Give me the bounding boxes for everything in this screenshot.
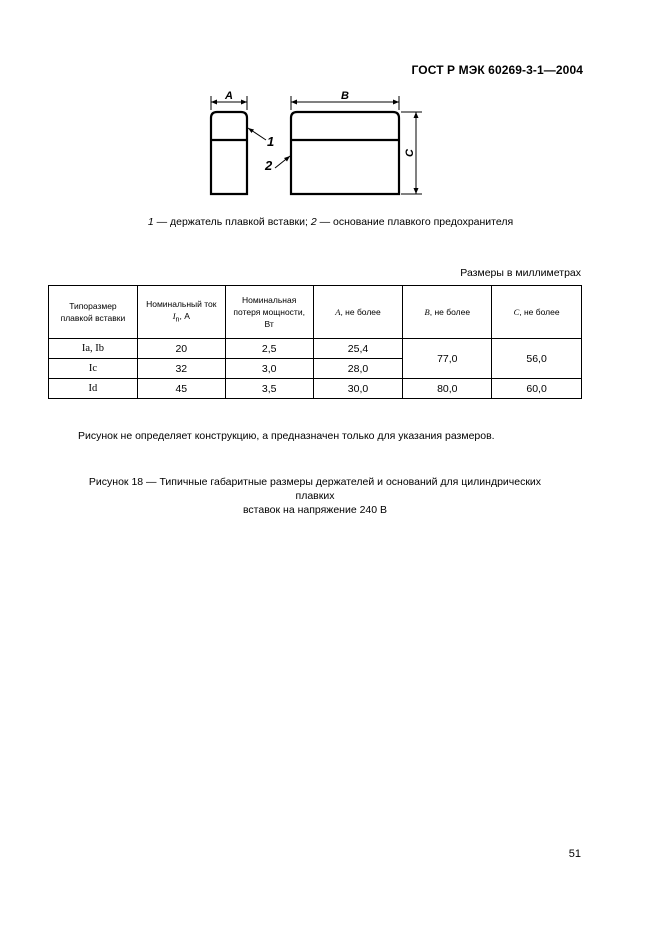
header-b: B, не более <box>403 286 492 339</box>
figure-legend <box>0 216 661 228</box>
legend-number-1: 1 <box>147 216 154 228</box>
header-a: A, не более <box>313 286 403 339</box>
cell-loss: 2,5 <box>225 339 313 359</box>
caption-line-1: Рисунок 18 — Типичные габаритные размеры держателей и оснований для цилиндрических плавких <box>88 476 542 502</box>
table-row <box>49 379 582 399</box>
cell-a: 30,0 <box>313 379 403 399</box>
dimension-a-label: A <box>225 90 233 102</box>
dimension-c-label: C <box>404 149 416 157</box>
cell-b: 77,0 <box>403 339 492 379</box>
figure-caption <box>70 475 560 517</box>
header-rated-current: Номинальный ток $I_n$, А <box>137 286 225 339</box>
table-row <box>49 339 582 359</box>
legend-text-1: — держатель плавкой вставки; <box>153 216 311 228</box>
cell-size: Ia, Ib <box>49 339 138 359</box>
dimension-drawing <box>200 88 430 200</box>
base-outline <box>291 112 399 194</box>
cell-a: 28,0 <box>313 359 403 379</box>
cell-current: 45 <box>137 379 225 399</box>
cell-size: Id <box>49 379 138 399</box>
legend-number-2: 2 <box>310 216 317 228</box>
cell-size: Ic <box>49 359 138 379</box>
figure-note: Рисунок не определяет конструкцию, а предназначен только для указания размеров. <box>78 430 495 442</box>
cell-current: 20 <box>137 339 225 359</box>
legend-text-2: — основание плавкого предохранителя <box>316 216 514 228</box>
units-note: Размеры в миллиметрах <box>460 267 581 279</box>
cell-b: 80,0 <box>403 379 492 399</box>
cell-a: 25,4 <box>313 339 403 359</box>
header-fuse-size: Типоразмер плавкой вставки <box>49 286 138 339</box>
cell-loss: 3,0 <box>225 359 313 379</box>
header-power-loss: Номинальная потеря мощности, Вт <box>225 286 313 339</box>
cell-c: 60,0 <box>492 379 582 399</box>
callout-1: 1 <box>267 134 275 149</box>
header-c: C, не более <box>492 286 582 339</box>
dimension-b-label: B <box>341 90 349 102</box>
page-number: 51 <box>568 848 581 860</box>
table-header-row <box>49 286 582 339</box>
holder-outline <box>211 112 247 194</box>
cell-c: 56,0 <box>492 339 582 379</box>
caption-line-2: вставок на напряжение 240 В <box>242 504 388 516</box>
document-header: ГОСТ Р МЭК 60269-3-1—2004 <box>411 63 583 77</box>
dimensions-table <box>48 285 582 399</box>
cell-loss: 3,5 <box>225 379 313 399</box>
callout-2: 2 <box>265 158 273 173</box>
cell-current: 32 <box>137 359 225 379</box>
